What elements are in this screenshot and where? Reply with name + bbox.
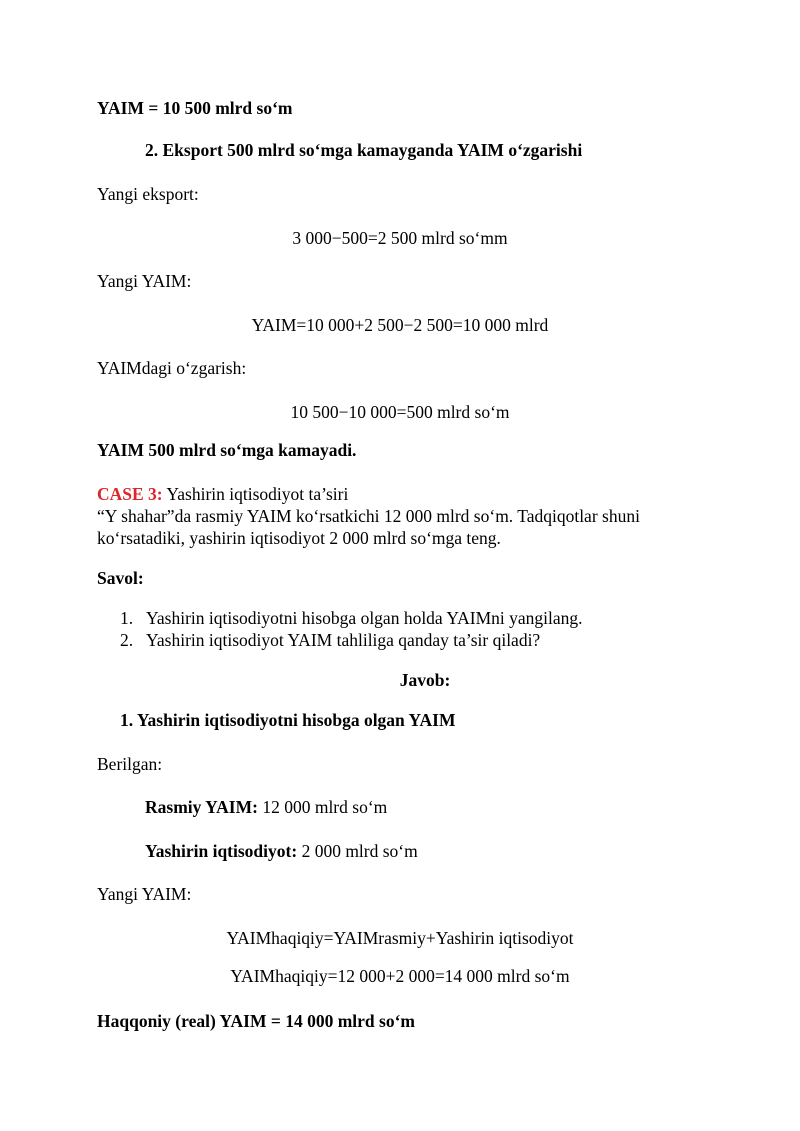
- question-text: Yashirin iqtisodiyotni hisobga olgan holda YAIMni yangilang.: [146, 608, 583, 628]
- shadow-economy-line: [145, 840, 740, 862]
- answer1-heading: 1. Yashirin iqtisodiyotni hisobga olgan YAIM: [120, 710, 456, 730]
- shadow-economy-value: 2 000 mlrd so‘m: [297, 841, 418, 861]
- question-item: [120, 629, 540, 651]
- gdp-change-label: YAIMdagi o‘zgarish:: [97, 358, 247, 378]
- case3-text-line2: ko‘rsatadiki, yashirin iqtisodiyot 2 000 mlrd so‘mga teng.: [97, 528, 501, 548]
- gdp-decrease-conclusion: YAIM 500 mlrd so‘mga kamayadi.: [97, 440, 357, 460]
- new-export-formula: 3 000−500=2 500 mlrd so‘mm: [292, 228, 508, 248]
- shadow-economy-label: Yashirin iqtisodiyot:: [145, 841, 298, 861]
- question-item: [120, 607, 583, 629]
- case3-text-line1: “Y shahar”da rasmiy YAIM ko‘rsatkichi 12 000 mlrd so‘m. Tadqiqotlar shuni: [97, 506, 640, 526]
- real-gdp-conclusion: Haqqoniy (real) YAIM = 14 000 mlrd so‘m: [97, 1011, 416, 1031]
- gdp-change-formula: 10 500−10 000=500 mlrd so‘m: [290, 402, 510, 422]
- official-gdp-label: Rasmiy YAIM:: [145, 797, 258, 817]
- new-gdp-formula: YAIM=10 000+2 500−2 500=10 000 mlrd: [251, 315, 549, 335]
- new-gdp-label-2: Yangi YAIM:: [97, 884, 192, 904]
- formula-numeric: YAIMhaqiqiy=12 000+2 000=14 000 mlrd so‘m: [230, 966, 570, 986]
- case3-label: CASE 3:: [97, 484, 163, 504]
- case3-title-line: [97, 483, 740, 505]
- question-number: 1.: [120, 608, 134, 628]
- question-number: 2.: [120, 630, 134, 650]
- official-gdp-value: 12 000 mlrd so‘m: [257, 797, 388, 817]
- given-label: Berilgan:: [97, 754, 163, 774]
- official-gdp-line: [145, 796, 740, 818]
- new-export-label: Yangi eksport:: [97, 184, 199, 204]
- section2-heading: 2. Eksport 500 mlrd so‘mga kamayganda YAIM o‘zgarishi: [145, 140, 583, 160]
- question-text: Yashirin iqtisodiyot YAIM tahliliga qanday ta’sir qiladi?: [146, 630, 541, 650]
- case3-title: Yashirin iqtisodiyot ta’siri: [162, 484, 349, 504]
- question-label: Savol:: [97, 568, 144, 588]
- gdp-total-line: YAIM = 10 500 mlrd so‘m: [97, 98, 293, 118]
- answer-label: Javob:: [399, 670, 451, 690]
- formula-general: YAIMhaqiqiy=YAIMrasmiy+Yashirin iqtisodiyot: [226, 928, 574, 948]
- new-gdp-label: Yangi YAIM:: [97, 271, 192, 291]
